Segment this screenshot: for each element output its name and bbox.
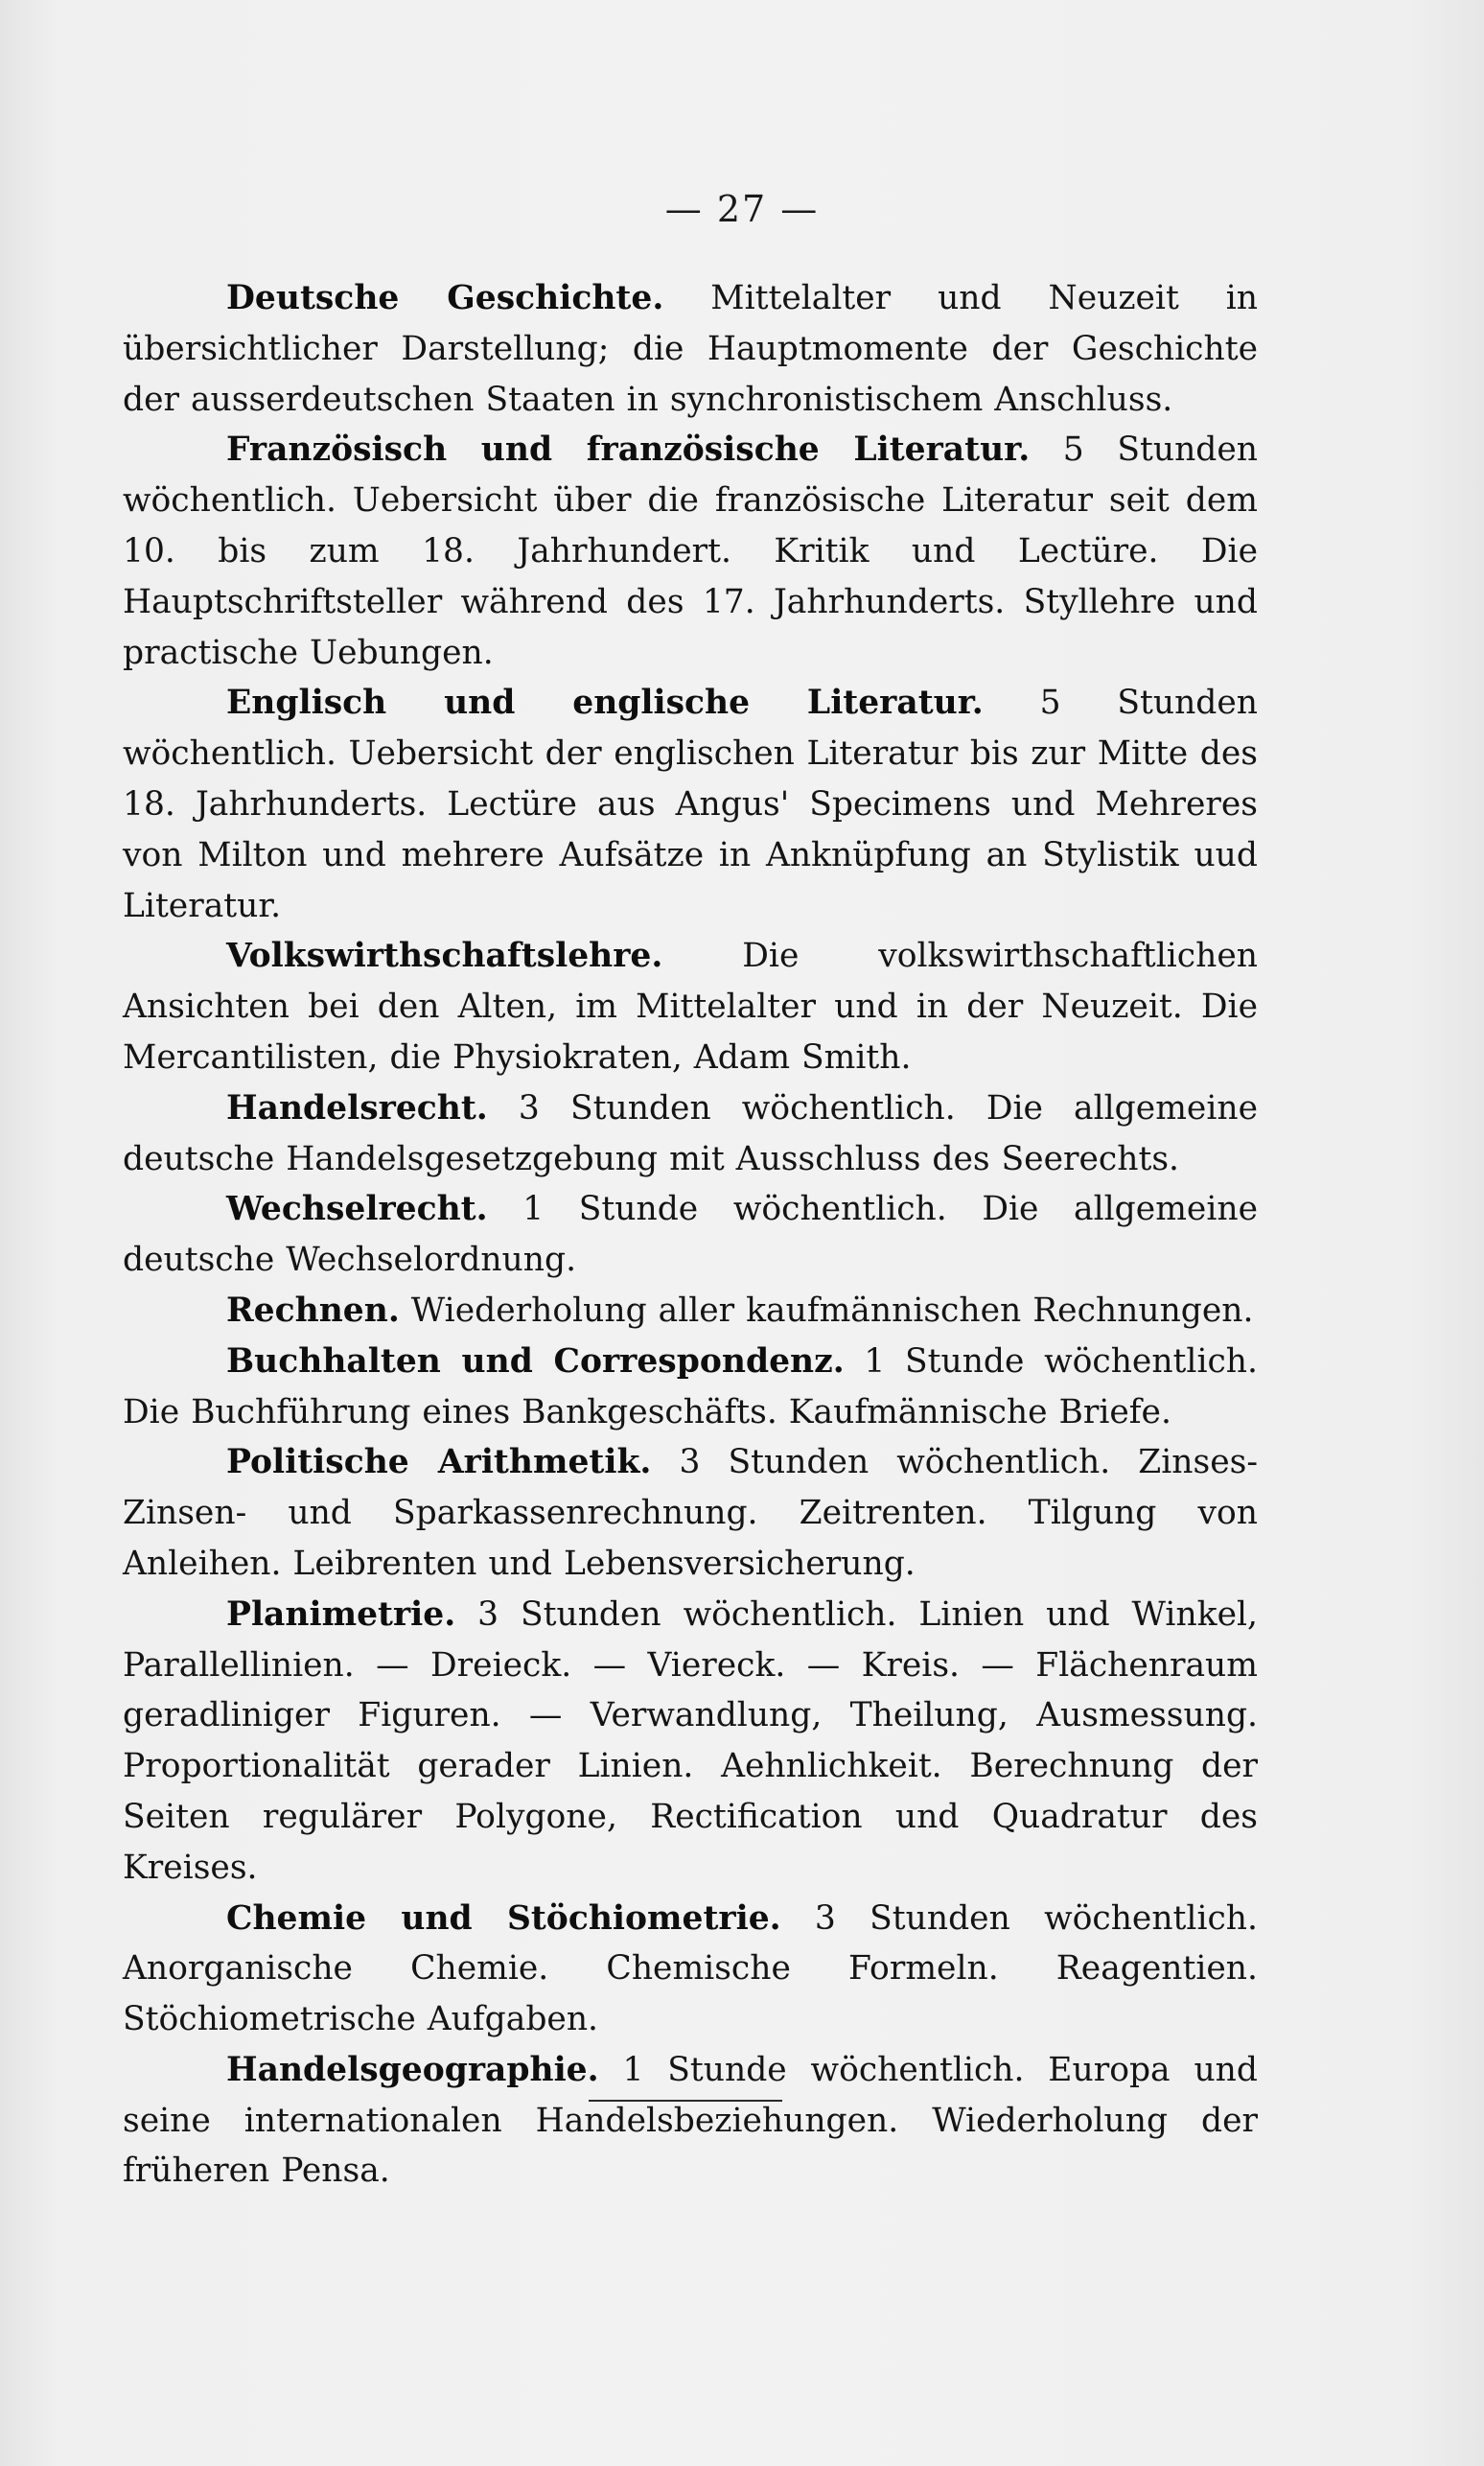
page-number: — 27 — — [664, 188, 820, 230]
paragraph-heading: Wechselrecht. — [226, 1190, 488, 1229]
paragraph-text: 1 Stunde wöchentlich. Europa und seine internationalen Handelsbeziehungen. Wiederholung der früheren Pensa. — [123, 2050, 1258, 2191]
paragraph-heading: Chemie und Stöchiometrie. — [226, 1898, 781, 1938]
paragraph-heading: Volkswirthschaftslehre. — [226, 937, 663, 976]
paragraph-text: 3 Stunden wöchentlich. Linien und Winkel, Parallellinien. — Dreieck. — Viereck. — Kreis. — Flächenraum geradliniger Figuren. — Verwandlung, Theilung, Ausmessung. Proportionalität gerader Linien. Aehnlichkeit. Berechnung der Seiten regulärer Polygone, Rectification und Quadratur des Kreises. — [123, 1594, 1258, 1887]
paragraph-politische-arithmetik — [123, 1437, 1258, 1589]
closing-rule — [589, 2100, 782, 2102]
paragraph-text: Wiederholung aller kaufmännischen Rechnungen. — [399, 1291, 1254, 1330]
paragraph-chemie — [123, 1894, 1258, 2045]
paragraph-wechselrecht — [123, 1184, 1258, 1286]
paragraph-deutsche-geschichte — [123, 273, 1258, 425]
paragraph-planimetrie — [123, 1590, 1258, 1894]
paragraph-englisch — [123, 678, 1258, 931]
paragraph-heading: Handelsgeographie. — [226, 2050, 599, 2089]
paragraph-text: 1 Stunde wöchentlich. Die Buchführung eines Bankgeschäfts. Kaufmännische Briefe. — [123, 1341, 1258, 1431]
paragraph-text: Mittelalter und Neuzeit in übersichtlicher Darstellung; die Hauptmomente der Geschichte der ausserdeutschen Staaten in synchronistischem Anschluss. — [123, 279, 1258, 419]
paragraph-heading: Handelsrecht. — [226, 1088, 488, 1128]
paragraph-heading: Englisch und englische Literatur. — [226, 684, 984, 723]
paragraph-heading: Buchhalten und Correspondenz. — [226, 1341, 845, 1381]
body-text — [123, 273, 1258, 2197]
paragraph-buchhalten — [123, 1337, 1258, 1438]
paragraph-text: Die volkswirthschaftlichen Ansichten bei den Alten, im Mittelalter und in der Neuzeit. Die Mercantilisten, die Physiokraten, Adam Smith. — [123, 937, 1258, 1077]
paragraph-text: 5 Stunden wöchentlich. Uebersicht der englischen Literatur bis zur Mitte des 18. Jahrhunderts. Lectüre aus Angus' Specimens und Mehreres von Milton und mehrere Aufsätze in Anknüpfung an Stylistik uud Literatur. — [123, 684, 1259, 925]
paragraph-handelsgeographie — [123, 2045, 1258, 2197]
paragraph-heading: Französisch und französische Literatur. — [226, 430, 1031, 470]
paragraph-handelsrecht — [123, 1083, 1258, 1185]
paragraph-text: 5 Stunden wöchentlich. Uebersicht über die französische Literatur seit dem 10. bis zum 18. Jahrhundert. Kritik und Lectüre. Die Hauptschriftsteller während des 17. Jahrhunderts. Styllehre und practische Uebungen. — [123, 430, 1259, 672]
paragraph-heading: Politische Arithmetik. — [226, 1443, 652, 1482]
paragraph-volkswirthschaftslehre — [123, 931, 1258, 1082]
paragraph-text: 3 Stunden wöchentlich. Die allgemeine deutsche Handelsgesetzgebung mit Ausschluss des Seerechts. — [123, 1088, 1258, 1178]
paragraph-text: 1 Stunde wöchentlich. Die allgemeine deutsche Wechselordnung. — [123, 1190, 1258, 1280]
paragraph-heading: Deutsche Geschichte. — [226, 279, 664, 317]
paragraph-text: 3 Stunden wöchentlich. Zinses-Zinsen- und Sparkassenrechnung. Zeitrenten. Tilgung von Anleihen. Leibrenten und Lebensversicherung. — [123, 1443, 1258, 1583]
paragraph-franzoesisch — [123, 425, 1258, 678]
paragraph-text: 3 Stunden wöchentlich. Anorganische Chemie. Chemische Formeln. Reagentien. Stöchiometrische Aufgaben. — [123, 1898, 1258, 2039]
paragraph-heading: Planimetrie. — [226, 1594, 456, 1634]
paragraph-heading: Rechnen. — [226, 1291, 400, 1330]
paragraph-rechnen — [123, 1286, 1258, 1337]
